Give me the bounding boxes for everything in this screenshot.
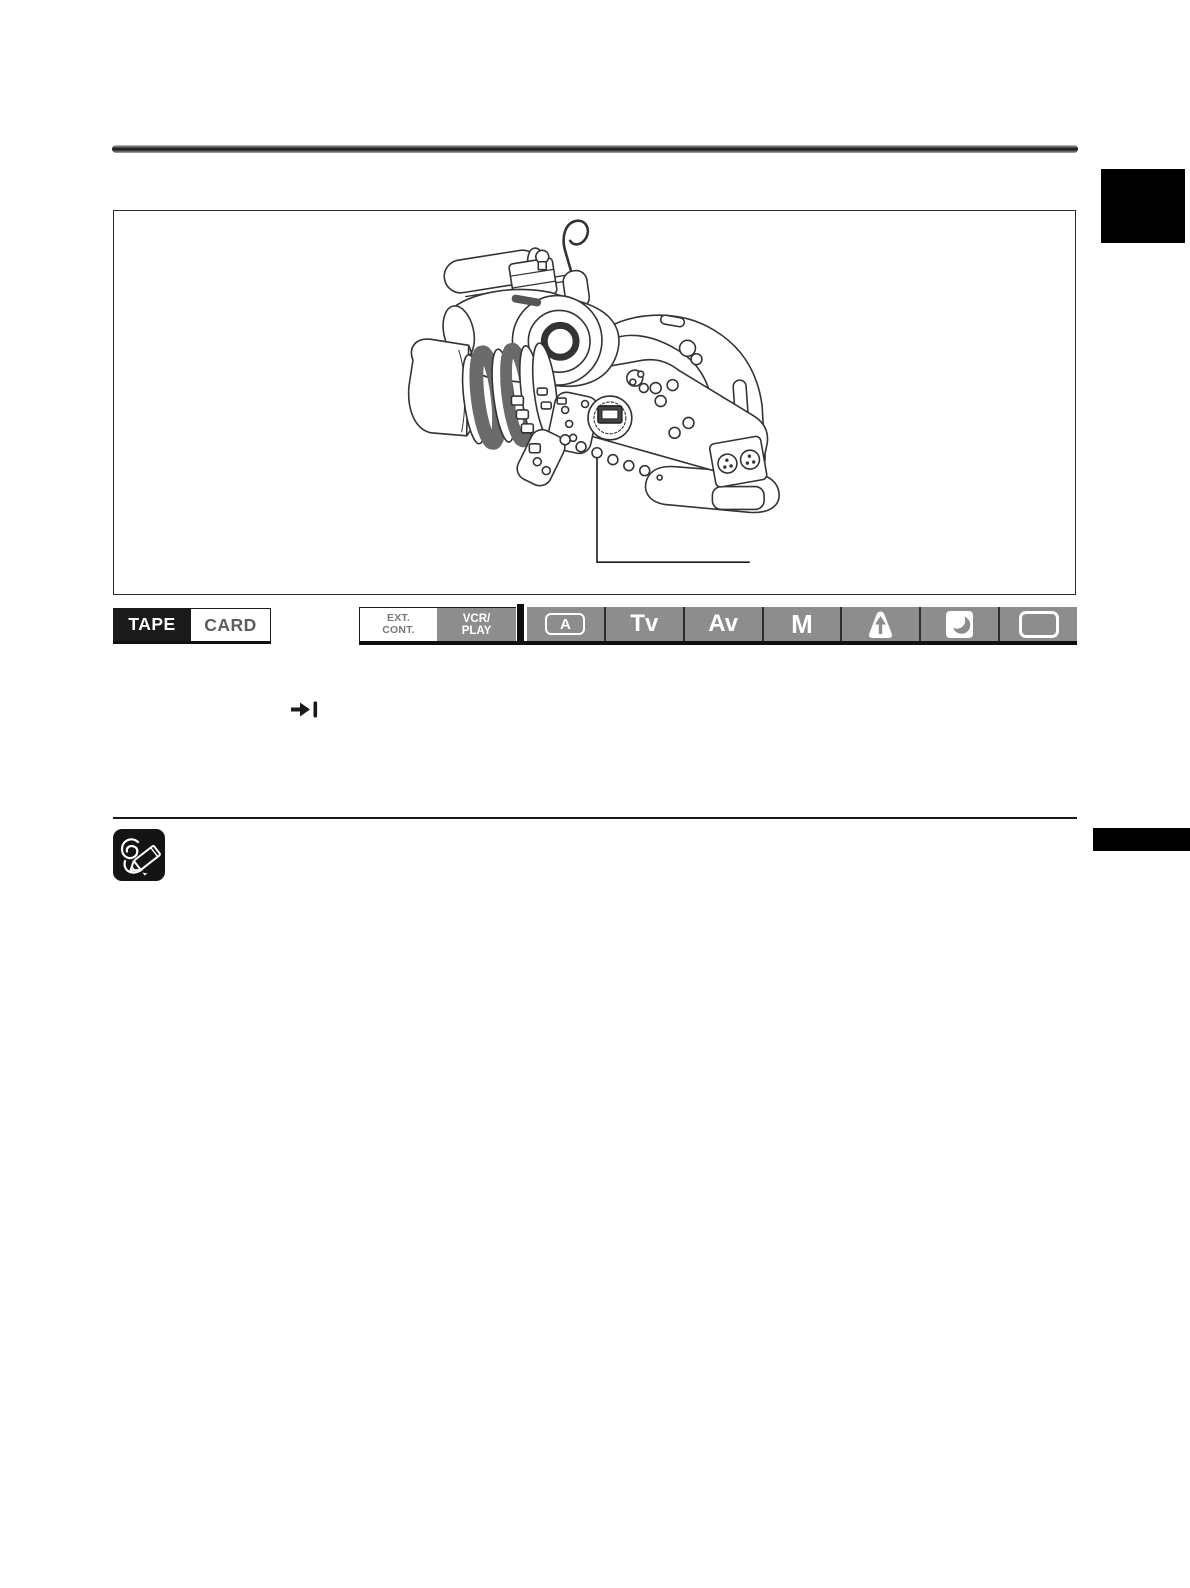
card-badge [191,608,271,641]
mode-spotlight [840,607,919,641]
ext-label: EXT. [387,612,410,624]
vcr-label: VCR/ [462,612,491,625]
mode-manual: M [762,607,841,641]
tape-label: TAPE [128,614,176,634]
note-pencil-icon [113,829,165,881]
strap-loop [564,221,588,275]
spotlight-icon [867,610,894,639]
header-rule [112,145,1078,153]
xlr-connectors [709,436,768,488]
section-edge-tab [1093,828,1190,851]
chapter-edge-tab-top [1101,169,1185,243]
mode-av: Av [683,607,762,641]
mode-auto [527,607,604,641]
program-mode-bar [527,607,1077,641]
media-selector-badge [113,608,271,644]
play-label: PLAY [461,624,492,637]
dial-separator-bar [517,604,524,644]
ext-cont-badge [359,607,437,641]
mode-easy-recording [998,607,1077,641]
night-moon-icon [946,611,973,638]
vcr-play-badge [437,607,516,641]
camcorder-illustration-box [113,210,1076,595]
card-label: CARD [204,614,257,635]
mode-night [919,607,998,641]
camcorder-illustration [114,211,1075,594]
cont-label: CONT. [382,623,415,636]
page-reference-arrow-icon [289,700,318,724]
tape-badge [113,608,191,641]
dial-underline [359,641,1077,645]
easy-recording-box-icon [1019,611,1059,638]
auto-mode-icon: A [545,613,585,635]
notes-section-rule [113,817,1077,819]
mode-tv: Tv [604,607,683,641]
callout-button [592,448,602,458]
